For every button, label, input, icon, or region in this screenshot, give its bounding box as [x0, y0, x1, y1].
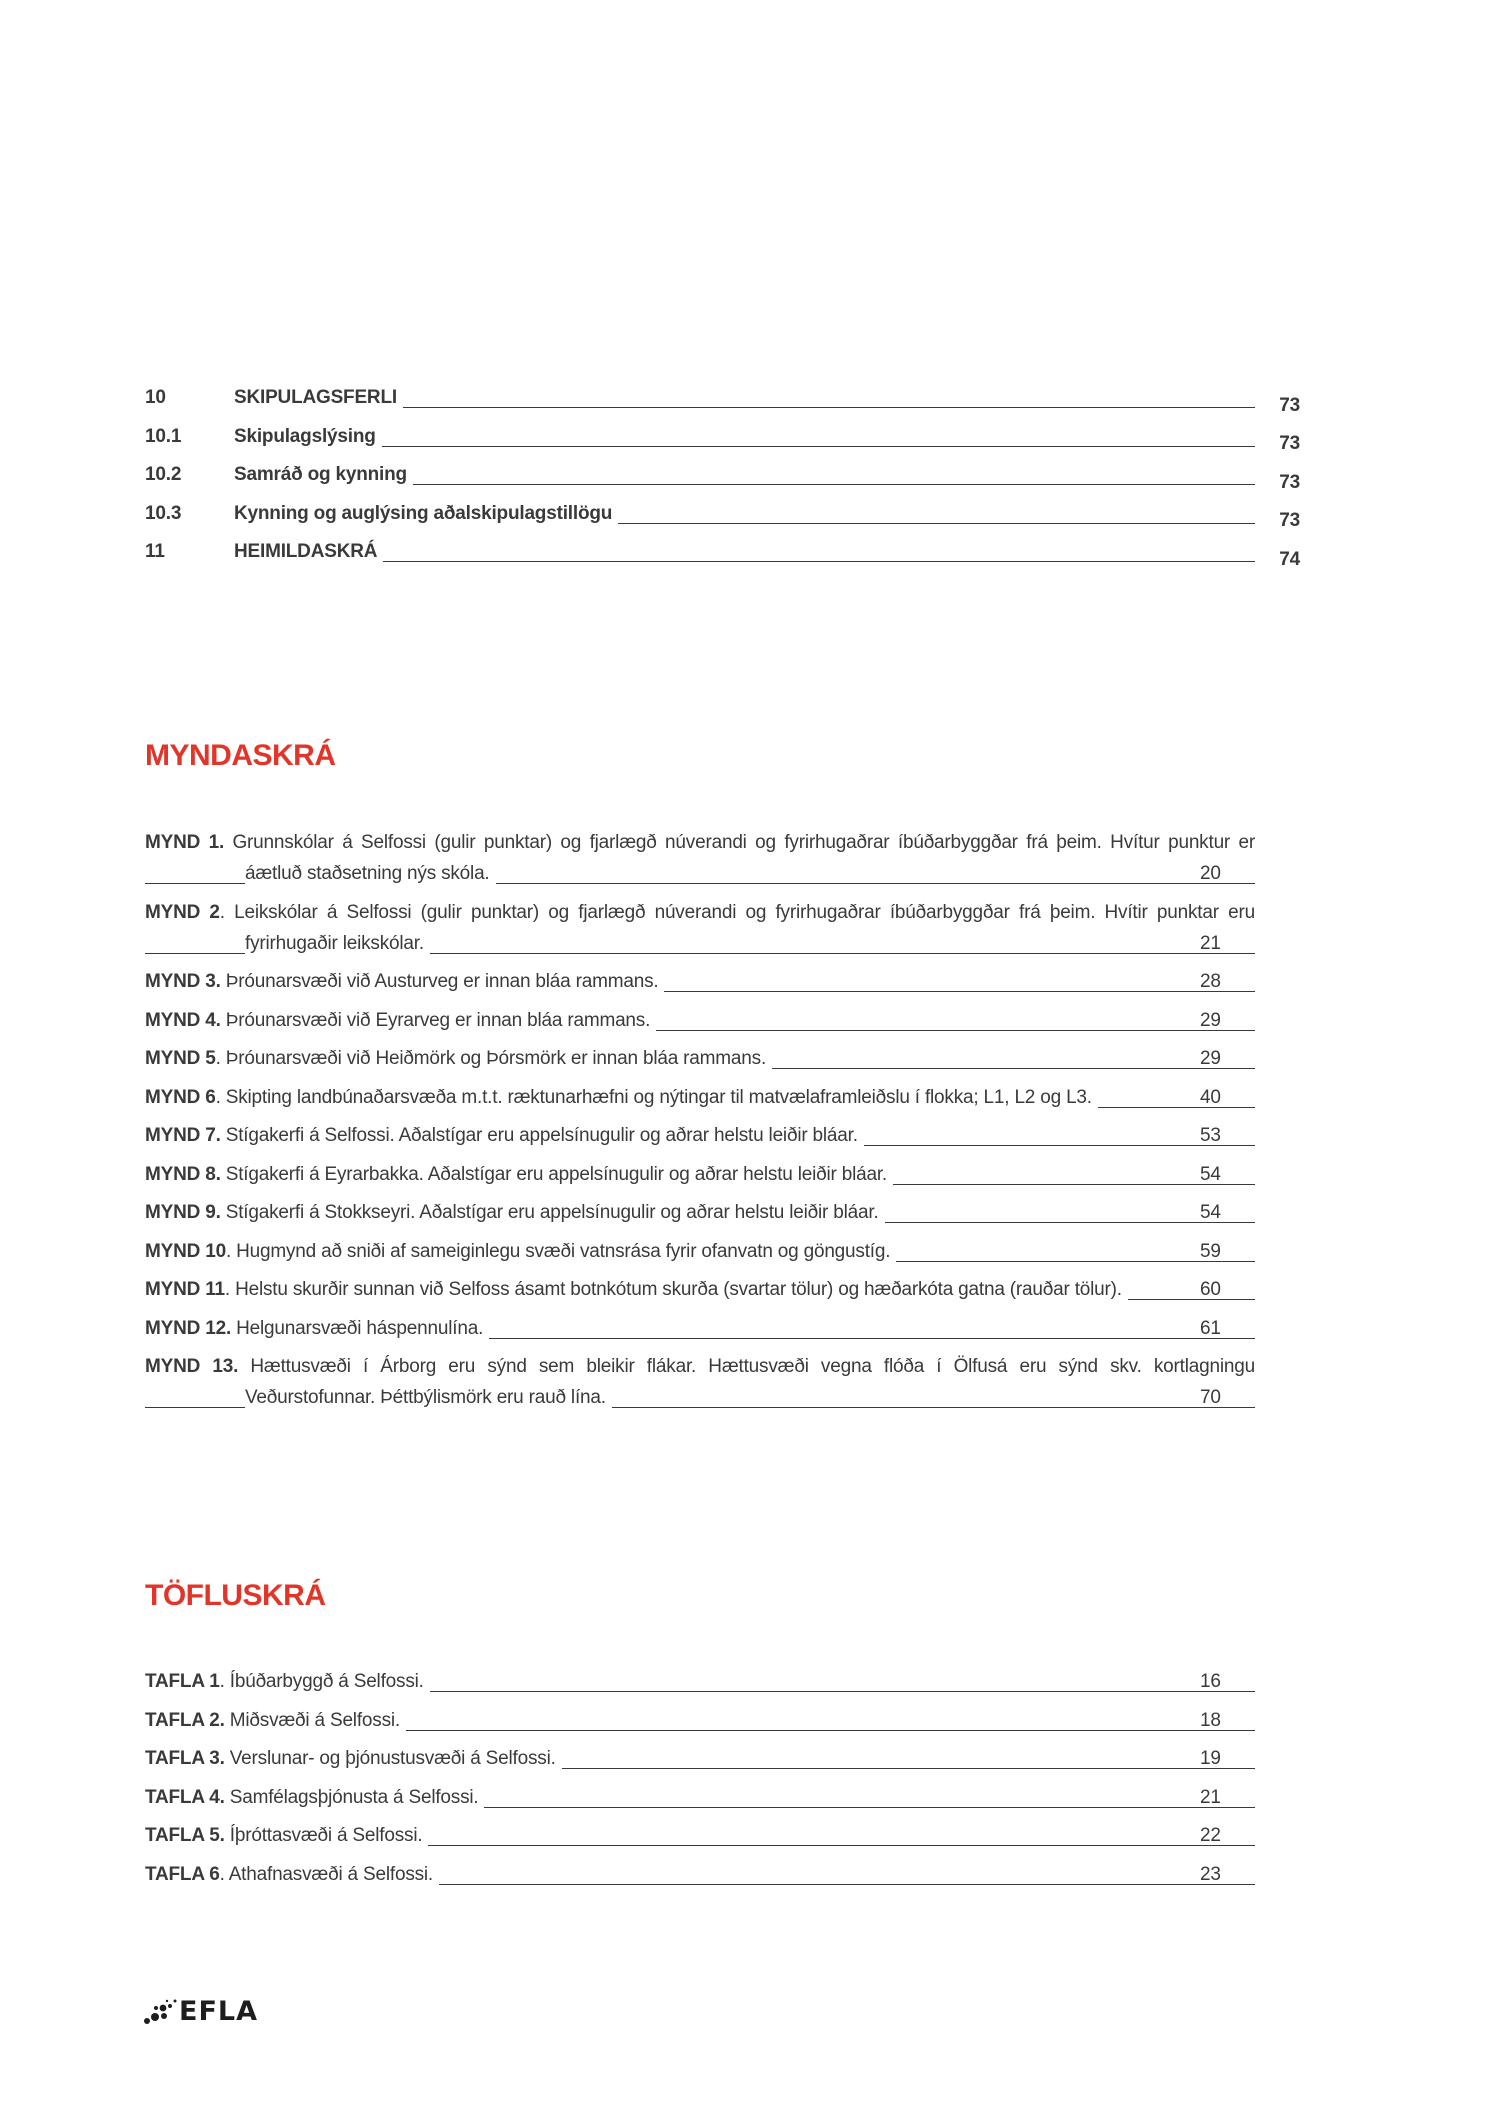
figures-list	[145, 827, 1300, 1421]
figures-heading: MYNDASKRÁ	[145, 739, 336, 772]
entry-text: Þróunarsvæði við Austurveg er innan bláa rammans.	[220, 971, 659, 992]
toc-title: SKIPULAGSFERLI	[234, 387, 403, 408]
entry-label: TAFLA 1	[145, 1671, 220, 1692]
toc-title: Kynning og auglýsing aðalskipulagstillögu	[234, 503, 618, 524]
figure-entry[interactable]: MYND 6. Skipting landbúnaðarsvæða m.t.t. ræktunarhæfni og nýtingar til matvælaframleiðslu í flokka; L1, L2 og L3. 40	[145, 1082, 1300, 1113]
figure-entry[interactable]: MYND 10. Hugmynd að sniði af sameiginlegu svæði vatnsrása fyrir ofanvatn og göngustíg. 59	[145, 1236, 1300, 1267]
entry-text: Hættusvæði í Árborg eru sýnd sem bleikir flákar. Hættusvæði vegna flóða í Ölfusá eru sýnd skv. kortlagningu Veðurstofunnar. Þéttbýlismörk eru rauð lína.	[238, 1356, 1255, 1408]
figure-entry[interactable]: MYND 8. Stígakerfi á Eyrarbakka. Aðalstígar eru appelsínugulir og aðrar helstu leiðir bláar. 54	[145, 1159, 1300, 1190]
entry-caption	[145, 1864, 439, 1885]
toc-row[interactable]	[145, 382, 1300, 421]
entry-text: Miðsvæði á Selfossi.	[224, 1709, 400, 1731]
figure-entry[interactable]: MYND 4. Þróunarsvæði við Eyrarveg er innan bláa rammans. 29	[145, 1005, 1300, 1036]
entry-label: MYND 12.	[145, 1317, 232, 1339]
entry-caption	[145, 1010, 656, 1031]
toc-page: 73	[1279, 433, 1300, 454]
table-entry[interactable]: TAFLA 1. Íbúðarbyggð á Selfossi. 16	[145, 1666, 1300, 1697]
entry-text: Verslunar- og þjónustusvæði á Selfossi.	[224, 1748, 556, 1769]
entry-label: MYND 11	[145, 1279, 225, 1300]
toc-number: 10.1	[145, 425, 182, 447]
table-entry[interactable]: TAFLA 2. Miðsvæði á Selfossi. 18	[145, 1705, 1300, 1736]
entry-text: Grunnskólar á Selfossi (gulir punktar) og fjarlægð núverandi og fyrirhugaðrar íbúðarbyggðar frá þeim. Hvítur punktur er áætluð staðsetning nýs skóla.	[224, 832, 1255, 884]
entry-label: MYND 4.	[145, 1009, 221, 1031]
entry-caption	[145, 902, 1255, 954]
entry-label: TAFLA 6	[145, 1863, 220, 1885]
figure-entry[interactable]: MYND 3. Þróunarsvæði við Austurveg er innan bláa rammans. 28	[145, 966, 1300, 997]
entry-caption	[145, 1825, 428, 1846]
figure-entry[interactable]: MYND 5. Þróunarsvæði við Heiðmörk og Þórsmörk er innan bláa rammans. 29	[145, 1043, 1300, 1074]
entry-label: TAFLA 4.	[145, 1786, 225, 1808]
entry-text: Íþróttasvæði á Selfossi.	[224, 1825, 423, 1846]
toc-title: Skipulagslýsing	[234, 426, 382, 447]
efla-logo-text: EFLA	[179, 1996, 258, 2027]
entry-text: Þróunarsvæði við Eyrarveg er innan bláa rammans.	[220, 1009, 651, 1031]
entry-label: MYND 7.	[145, 1125, 221, 1146]
entry-label: TAFLA 2.	[145, 1709, 225, 1731]
entry-label: MYND 3.	[145, 971, 221, 992]
toc-page: 73	[1279, 471, 1300, 493]
table-entry[interactable]: TAFLA 4. Samfélagsþjónusta á Selfossi. 21	[145, 1782, 1300, 1813]
entry-caption	[145, 1671, 430, 1692]
efla-logo	[143, 1995, 258, 2025]
entry-caption	[145, 1787, 484, 1808]
toc-title: HEIMILDASKRÁ	[234, 541, 383, 562]
entry-text: . Helstu skurðir sunnan við Selfoss ásamt botnkótum skurða (svartar tölur) og hæðarkóta gatna (rauðar tölur).	[224, 1279, 1122, 1300]
entry-text: Stígakerfi á Selfossi. Aðalstígar eru appelsínugulir og aðrar helstu leiðir bláar.	[220, 1125, 858, 1146]
entry-label: MYND 5	[145, 1048, 216, 1069]
entry-label: TAFLA 3.	[145, 1748, 225, 1769]
entry-label: MYND 1.	[145, 832, 225, 853]
figure-entry[interactable]: MYND 2. Leikskólar á Selfossi (gulir punktar) og fjarlægð núverandi og fyrirhugaðrar íbúðarbyggðar frá þeim. Hvítir punktar eru fyrirhugaðir leikskólar. 21	[145, 897, 1300, 959]
toc-number: 10	[145, 387, 166, 408]
entry-label: MYND 13.	[145, 1356, 239, 1377]
entry-caption	[145, 1318, 489, 1339]
entry-text: . Skipting landbúnaðarsvæða m.t.t. ræktunarhæfni og nýtingar til matvælaframleiðslu í flokka; L1, L2 og L3.	[215, 1086, 1092, 1108]
entry-caption	[145, 1048, 772, 1069]
entry-caption	[145, 1164, 893, 1185]
toc-page: 74	[1279, 548, 1300, 570]
toc-row[interactable]	[145, 536, 1300, 575]
toc-title: Samráð og kynning	[234, 464, 413, 485]
figure-entry[interactable]: MYND 12. Helgunarsvæði háspennulína. 61	[145, 1313, 1300, 1344]
entry-caption	[145, 971, 664, 992]
entry-text: Helgunarsvæði háspennulína.	[231, 1317, 484, 1339]
entry-label: MYND 2	[145, 901, 220, 923]
entry-label: MYND 10	[145, 1240, 226, 1262]
figure-entry[interactable]: MYND 1. Grunnskólar á Selfossi (gulir punktar) og fjarlægð núverandi og fyrirhugaðrar íbúðarbyggðar frá þeim. Hvítur punktur er áætluð staðsetning nýs skóla. 20	[145, 827, 1300, 889]
entry-text: . Leikskólar á Selfossi (gulir punktar) og fjarlægð núverandi og fyrirhugaðrar íbúðarbyggðar frá þeim. Hvítir punktar eru fyrirhugaðir leikskólar.	[219, 901, 1255, 954]
entry-text: . Hugmynd að sniði af sameiginlegu svæði vatnsrása fyrir ofanvatn og göngustíg.	[225, 1240, 891, 1262]
entry-text: Samfélagsþjónusta á Selfossi.	[224, 1786, 479, 1808]
entry-text: . Íbúðarbyggð á Selfossi.	[219, 1671, 424, 1692]
entry-caption	[145, 1125, 864, 1146]
entry-caption	[145, 1710, 406, 1731]
toc-number: 10.3	[145, 502, 182, 524]
table-entry[interactable]: TAFLA 5. Íþróttasvæði á Selfossi. 22	[145, 1820, 1300, 1851]
efla-dots-icon	[143, 1995, 179, 2025]
entry-caption	[145, 1241, 896, 1262]
entry-caption	[145, 1202, 885, 1223]
toc-page: 73	[1279, 394, 1300, 416]
entry-text: Stígakerfi á Eyrarbakka. Aðalstígar eru appelsínugulir og aðrar helstu leiðir bláar.	[220, 1163, 887, 1185]
entry-text: Stígakerfi á Stokkseyri. Aðalstígar eru appelsínugulir og aðrar helstu leiðir bláar.	[220, 1202, 879, 1223]
entry-caption	[145, 832, 1255, 884]
entry-label: MYND 6	[145, 1086, 216, 1108]
entry-label: MYND 9.	[145, 1202, 221, 1223]
tables-list	[145, 1666, 1300, 1897]
entry-label: TAFLA 5.	[145, 1825, 225, 1846]
table-entry[interactable]: TAFLA 3. Verslunar- og þjónustusvæði á Selfossi. 19	[145, 1743, 1300, 1774]
toc-page: 73	[1279, 510, 1300, 531]
entry-label: MYND 8.	[145, 1163, 221, 1185]
entry-caption	[145, 1356, 1255, 1408]
table-of-contents	[145, 382, 1300, 575]
entry-caption	[145, 1279, 1128, 1300]
toc-row[interactable]	[145, 421, 1300, 460]
table-entry[interactable]: TAFLA 6. Athafnasvæði á Selfossi. 23	[145, 1859, 1300, 1890]
tables-heading: TÖFLUSKRÁ	[145, 1579, 326, 1612]
figure-entry[interactable]: MYND 11. Helstu skurðir sunnan við Selfoss ásamt botnkótum skurða (svartar tölur) og hæðarkóta gatna (rauðar tölur). 60	[145, 1274, 1300, 1305]
entry-caption	[145, 1087, 1098, 1108]
toc-row[interactable]	[145, 459, 1300, 498]
toc-number: 10.2	[145, 464, 182, 485]
toc-row[interactable]	[145, 498, 1300, 537]
entry-text: . Athafnasvæði á Selfossi.	[219, 1863, 434, 1885]
figure-entry[interactable]: MYND 9. Stígakerfi á Stokkseyri. Aðalstígar eru appelsínugulir og aðrar helstu leiðir bláar. 54	[145, 1197, 1300, 1228]
entry-text: . Þróunarsvæði við Heiðmörk og Þórsmörk er innan bláa rammans.	[215, 1048, 767, 1069]
toc-number: 11	[145, 541, 165, 562]
entry-caption	[145, 1748, 562, 1769]
figure-entry[interactable]: MYND 7. Stígakerfi á Selfossi. Aðalstígar eru appelsínugulir og aðrar helstu leiðir bláar. 53	[145, 1120, 1300, 1151]
figure-entry[interactable]: MYND 13. Hættusvæði í Árborg eru sýnd sem bleikir flákar. Hættusvæði vegna flóða í Ölfusá eru sýnd skv. kortlagningu Veðurstofunnar. Þéttbýlismörk eru rauð lína. 70	[145, 1351, 1300, 1413]
